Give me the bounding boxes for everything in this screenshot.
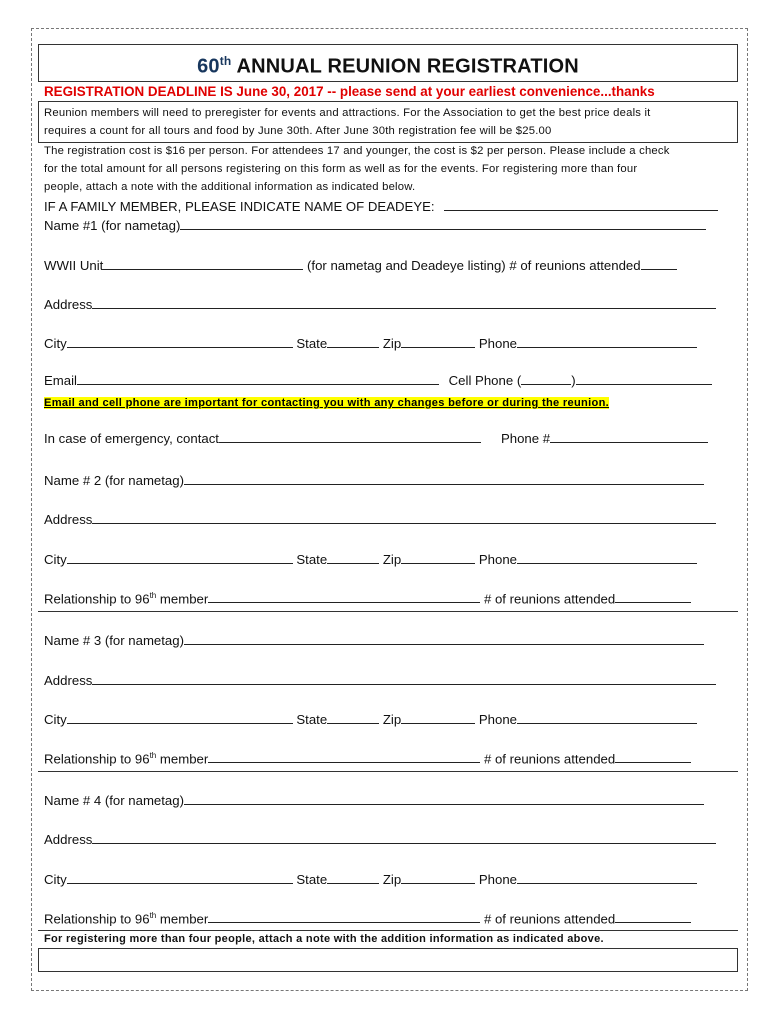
zip2-label: Zip — [382, 552, 402, 567]
deadeye-field[interactable] — [444, 199, 718, 211]
address4-field[interactable] — [92, 832, 716, 844]
divider-3 — [38, 771, 738, 772]
address1-field[interactable] — [92, 297, 716, 309]
title-number: 60 — [197, 55, 220, 78]
zip1-field[interactable] — [401, 336, 475, 348]
relationship2-sup: th — [149, 591, 157, 600]
divider-4 — [38, 930, 738, 931]
city4-field[interactable] — [67, 872, 293, 884]
relationship4-row — [44, 911, 691, 926]
relationship3-sup: th — [149, 751, 157, 760]
phone4-field[interactable] — [517, 872, 697, 884]
relationship3-field[interactable] — [208, 751, 480, 763]
address3-field[interactable] — [92, 673, 716, 685]
address1-row — [44, 297, 716, 312]
address3-label: Address — [44, 673, 93, 688]
state3-field[interactable] — [327, 712, 379, 724]
title-text: ANNUAL REUNION REGISTRATION — [231, 55, 579, 78]
wwii-row — [44, 258, 677, 273]
emergency-field[interactable] — [219, 431, 481, 443]
email-note: Email and cell phone are important for contacting you with any changes before or during the reunion. — [44, 397, 610, 409]
city3-label: City — [44, 712, 67, 727]
deadeye-row — [44, 199, 718, 214]
city2-row — [44, 552, 697, 567]
intro-line-5: people, attach a note with the additional information as indicated below. — [44, 181, 416, 193]
city4-row — [44, 872, 697, 887]
emergency-phone-label: Phone # — [500, 431, 551, 446]
name3-label: Name # 3 (for nametag) — [44, 633, 184, 648]
footer-note: For registering more than four people, attach a note with the addition information as indicated above. — [44, 933, 604, 945]
relationship2-label: Relationship to 96 — [44, 591, 150, 607]
state2-label: State — [296, 552, 328, 567]
city2-label: City — [44, 552, 67, 567]
state4-field[interactable] — [327, 872, 379, 884]
name3-row — [44, 633, 704, 648]
phone2-field[interactable] — [517, 552, 697, 564]
emergency-row — [44, 431, 708, 446]
address2-label: Address — [44, 512, 93, 527]
title-superscript: th — [219, 54, 232, 68]
email-label: Email — [44, 373, 77, 388]
reunions1-label: # of reunions attended — [509, 258, 641, 273]
email-field[interactable] — [77, 373, 439, 385]
relationship4-label: Relationship to 96 — [44, 911, 150, 927]
phone1-label: Phone — [478, 336, 517, 351]
relationship4-member: member — [156, 911, 209, 927]
wwii-field[interactable] — [103, 258, 303, 270]
deadeye-label: IF A FAMILY MEMBER, PLEASE INDICATE NAME OF DEADEYE: — [44, 199, 435, 214]
state3-label: State — [296, 712, 328, 727]
state2-field[interactable] — [327, 552, 379, 564]
reunions3-field[interactable] — [615, 751, 691, 763]
reunions3-label: # of reunions attended — [483, 751, 616, 767]
reunions4-label: # of reunions attended — [483, 911, 616, 927]
zip1-label: Zip — [382, 336, 402, 351]
intro-line-4: for the total amount for all persons registering on this form as well as for the events. For registering more than four — [44, 163, 638, 175]
reunions1-field[interactable] — [641, 258, 677, 270]
intro-line-3: The registration cost is $16 per person. For attendees 17 and younger, the cost is $2 per person. Please include a check — [44, 145, 670, 157]
name2-row — [44, 473, 704, 488]
city1-row — [44, 336, 697, 351]
city4-label: City — [44, 872, 67, 887]
divider-2 — [38, 611, 738, 612]
zip4-field[interactable] — [401, 872, 475, 884]
address3-row — [44, 673, 716, 688]
city3-field[interactable] — [67, 712, 293, 724]
phone1-field[interactable] — [517, 336, 697, 348]
emergency-label: In case of emergency, contact — [44, 431, 219, 446]
cell-close-label: ) — [571, 373, 576, 388]
city1-label: City — [44, 336, 67, 351]
state1-field[interactable] — [327, 336, 379, 348]
name4-row — [44, 793, 704, 808]
relationship2-row — [44, 591, 691, 606]
name3-field[interactable] — [184, 633, 704, 645]
email-row — [44, 373, 712, 388]
name4-field[interactable] — [184, 793, 704, 805]
zip2-field[interactable] — [401, 552, 475, 564]
deadline-notice: REGISTRATION DEADLINE IS June 30, 2017 -- please send at your earliest convenience...thanks — [44, 84, 655, 99]
state1-label: State — [296, 336, 328, 351]
email-note-row — [44, 393, 609, 411]
reunions4-field[interactable] — [615, 911, 691, 923]
phone4-label: Phone — [478, 872, 517, 887]
address2-field[interactable] — [92, 512, 716, 524]
relationship3-label: Relationship to 96 — [44, 751, 150, 767]
title-box — [38, 44, 738, 82]
name1-field[interactable] — [180, 218, 706, 230]
reunions2-label: # of reunions attended — [483, 591, 616, 607]
name1-label: Name #1 (for nametag) — [44, 218, 181, 233]
address2-row — [44, 512, 716, 527]
zip3-label: Zip — [382, 712, 402, 727]
name1-row — [44, 218, 706, 233]
name4-label: Name # 4 (for nametag) — [44, 793, 184, 808]
emergency-phone-field[interactable] — [550, 431, 708, 443]
address4-row — [44, 832, 716, 847]
state4-label: State — [296, 872, 328, 887]
wwii-note: (for nametag and Deadeye listing) — [307, 258, 506, 273]
wwii-label: WWII Unit — [44, 258, 104, 273]
address4-label: Address — [44, 832, 93, 847]
footer-box — [38, 948, 738, 972]
phone3-field[interactable] — [517, 712, 697, 724]
relationship3-row — [44, 751, 691, 766]
intro-line-1: Reunion members will need to preregister for events and attractions. For the Association to get the best price deals it — [44, 107, 651, 119]
city3-row — [44, 712, 697, 727]
cell-label: Cell Phone ( — [448, 373, 522, 388]
city2-field[interactable] — [67, 552, 293, 564]
cell-area-field[interactable] — [521, 373, 571, 385]
address1-label: Address — [44, 297, 93, 312]
cell-field[interactable] — [576, 373, 712, 385]
relationship4-field[interactable] — [208, 911, 480, 923]
zip3-field[interactable] — [401, 712, 475, 724]
city1-field[interactable] — [67, 336, 293, 348]
relationship2-field[interactable] — [208, 591, 480, 603]
name2-label: Name # 2 (for nametag) — [44, 473, 184, 488]
intro-line-2: requires a count for all tours and food by June 30th. After June 30th registration fee will be $25.00 — [44, 125, 552, 137]
relationship3-member: member — [156, 751, 209, 767]
relationship4-sup: th — [149, 911, 157, 920]
phone3-label: Phone — [478, 712, 517, 727]
reunions2-field[interactable] — [615, 591, 691, 603]
form-title — [39, 54, 737, 79]
zip4-label: Zip — [382, 872, 402, 887]
relationship2-member: member — [156, 591, 209, 607]
name2-field[interactable] — [184, 473, 704, 485]
phone2-label: Phone — [478, 552, 517, 567]
